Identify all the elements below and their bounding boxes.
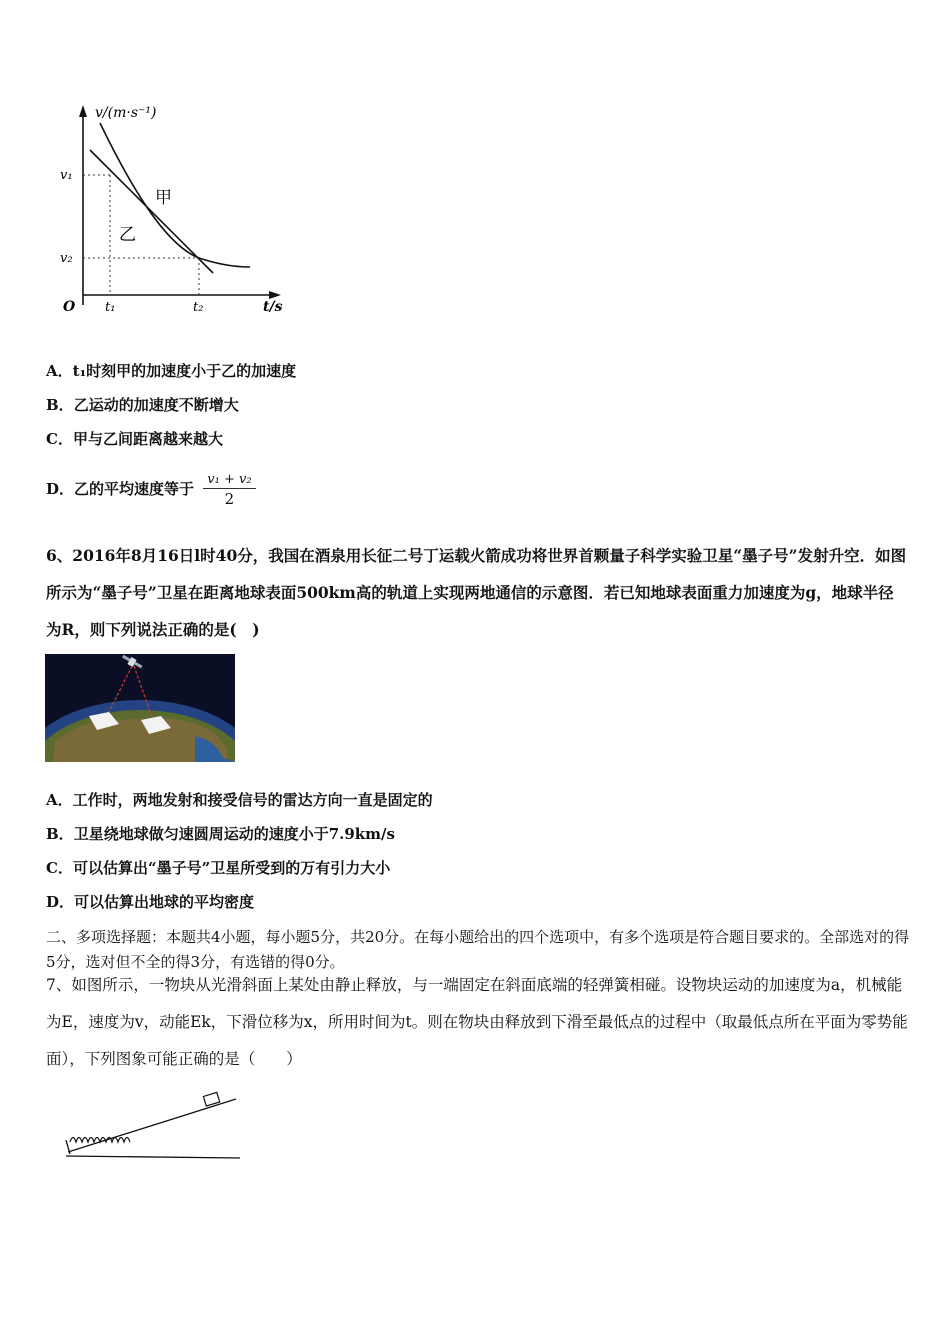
section-2-header: 二、多项选择题：本题共4小题，每小题5分，共20分。在每小题给出的四个选项中，有多个选项是符合题目要求的。全部选对的得5分，选对但不全的得3分，有选错的得0分。 xyxy=(46,928,910,971)
option-letter: D． xyxy=(46,893,75,911)
option-text: 甲与乙间距离越来越大 xyxy=(72,430,223,448)
option-text: 可以估算出“墨子号”卫星所受到的万有引力大小 xyxy=(72,859,391,877)
incline-surface xyxy=(68,1099,236,1152)
option-text: 乙的平均速度等于 xyxy=(74,480,195,498)
q5-option-c[interactable] xyxy=(46,429,223,449)
option-text: 可以估算出地球的平均密度 xyxy=(74,893,255,911)
curve-yi-label: 乙 xyxy=(119,225,136,245)
y-axis-arrow xyxy=(79,105,87,117)
velocity-time-graph xyxy=(55,95,300,325)
v1-label: v₁ xyxy=(60,168,73,183)
q6-option-a[interactable] xyxy=(46,790,433,810)
option-text: 工作时，两地发射和接受信号的雷达方向一直是固定的 xyxy=(72,791,433,809)
curve-jia-label: 甲 xyxy=(155,188,172,208)
q7-stem: 7、如图所示，一物块从光滑斜面上某处由静止释放，与一端固定在斜面底端的轻弹簧相碰。设物块运动的加速度为a，机械能为E，速度为v，动能Ek，下滑位移为x，所用时间为t。则在物块由释放到下滑至最低点的过程中（取最低点所在平面为零势能面），下列图象可能正确的是（ ） xyxy=(46,976,908,1068)
option-letter: C． xyxy=(46,430,73,448)
ground-line xyxy=(66,1156,240,1158)
q6-option-b[interactable] xyxy=(46,824,395,844)
v2-label: v₂ xyxy=(60,251,73,266)
option-letter: A． xyxy=(46,791,73,809)
q5-option-b[interactable] xyxy=(46,395,239,415)
option-letter: C． xyxy=(46,859,73,877)
q5-option-a[interactable] xyxy=(46,361,296,381)
t2-label: t₂ xyxy=(193,300,204,315)
incline-spring-diagram xyxy=(60,1090,245,1165)
x-axis-arrow xyxy=(269,291,281,299)
t1-label: t₁ xyxy=(105,300,116,315)
option-letter: D． xyxy=(46,480,75,498)
q6-option-c[interactable] xyxy=(46,858,390,878)
origin-label: O xyxy=(63,299,76,315)
spring xyxy=(70,1138,130,1143)
average-velocity-fraction xyxy=(203,472,255,509)
q6-option-d[interactable] xyxy=(46,892,254,912)
fraction-numerator: v₁ + v₂ xyxy=(203,472,255,489)
x-axis-label: t/s xyxy=(263,299,283,315)
option-letter: A． xyxy=(46,362,73,380)
satellite-communication-image xyxy=(45,654,235,762)
option-letter: B． xyxy=(46,396,74,414)
option-letter: B． xyxy=(46,825,74,843)
q6-stem: 6、2016年8月16日l时40分，我国在酒泉用长征二号丁运载火箭成功将世界首颗量子科学实验卫星“墨子号”发射升空．如图所示为“墨子号”卫星在距离地球表面500km高的轨道上实现两地通信的示意图．若已知地球表面重力加速度为g，地球半径为R，则下列说法正确的是( ) xyxy=(46,546,907,639)
block xyxy=(203,1092,219,1106)
curve-yi xyxy=(90,150,213,273)
fraction-denominator: 2 xyxy=(224,489,235,508)
option-text: 乙运动的加速度不断增大 xyxy=(73,396,239,414)
curve-jia xyxy=(100,123,250,267)
option-text: t₁时刻甲的加速度小于乙的加速度 xyxy=(72,362,297,380)
y-axis-label: v/(m·s⁻¹) xyxy=(95,105,157,121)
option-text: 卫星绕地球做匀速圆周运动的速度小于7.9km/s xyxy=(73,825,395,843)
q5-option-d[interactable] xyxy=(46,468,256,510)
